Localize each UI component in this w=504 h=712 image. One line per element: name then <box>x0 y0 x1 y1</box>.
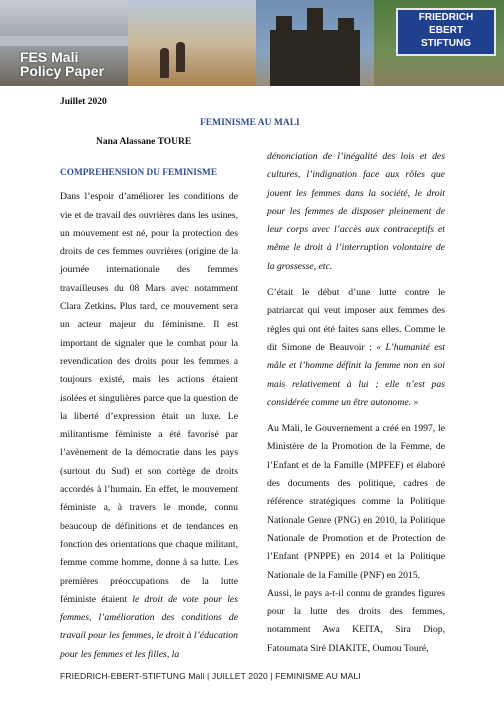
fes-logo-sign <box>396 8 496 56</box>
logo-line-2: EBERT <box>429 25 463 36</box>
body-paragraph <box>60 188 238 664</box>
italic-text: dénonciation de l’inégalité des lois et des cultures, l’indignation face aux rôles que jouent les femmes dans la société, le droit pour les femmes de disposer pleinement de leur corps avec l’accès aux contraceptifs et même le droit à l’interruption volontaire de la grossesse, etc. <box>267 151 445 272</box>
paragraph-text-continued: Plus tard, ce mouvement sera un acteur majeur du féminisme. Il est important de signaler que le combat pour la revendication des droits pour les femmes a toujours existé, mais les actions étaient isolées et singulières parce que la question de la liberté d’expression était un luxe. Le militantisme féministe a été favorisé par l’avènement de la démocratie dans les pays (surtout du Sud) et son cortège de droits accordés à l’humain. En effet, le mouvement féministe a, à travers le monde, connu beaucoup de définitions et de tendances en fonction des orientations que chaque militant, femme comme homme, donne à sa lutte. Les premières préoccupations de la lutte féministe étaient <box>60 301 238 605</box>
paragraph-period: . <box>113 301 117 313</box>
right-column <box>267 148 445 658</box>
paragraph-italic-list: le droit de vote pour les femmes, l’amélioration des conditions de travail pour les femmes, le droit à l’éducation pour les femmes et les filles, la <box>60 593 238 660</box>
brand-line-2: Policy Paper <box>20 63 105 79</box>
logo-line-3: STIFTUNG <box>421 38 471 49</box>
brand-line-1: FES Mali <box>20 49 79 65</box>
body-paragraph <box>267 284 445 412</box>
banner-photo-mosque <box>256 0 374 86</box>
section-heading: COMPREHENSION DU FEMINISME <box>60 168 218 178</box>
logo-line-1: FRIEDRICH <box>418 12 474 23</box>
mosque-tower <box>307 8 323 86</box>
beauvoir-quote: « L’humanité est mâle et l’homme définit la femme non en soi mais relativement à lui ; elle n’est pas considérée comme un être autonome. » <box>267 341 445 408</box>
banner-photo-fes-sign <box>374 0 504 86</box>
header-banner <box>0 0 504 86</box>
paragraph-text: Dans l’espoir d’améliorer les conditions de vie et de travail des ouvrières dans les usines, un mouvement est né, pour la protection des droits de ces femmes ouvrières (origine de la journée internationale des femmes travailleuses du 08 Mars avec notamment Clara Zetkins <box>60 191 238 313</box>
mosque-tower <box>338 18 354 86</box>
body-paragraph: Aussi, le pays a-t-il connu de grandes figures pour la lutte des droits des femmes, notamment Awa KEITA, Sira Diop, Fatoumata Siré DIAKITE, Oumou Touré, <box>267 587 445 654</box>
river-water <box>0 36 128 46</box>
left-column <box>60 164 238 664</box>
mosque-tower <box>276 16 292 86</box>
author-name: Nana Alassane TOURE <box>96 137 192 147</box>
banner-photo-walkers <box>128 0 256 86</box>
document-title: FEMINISME AU MALI <box>200 118 300 128</box>
walker-figure <box>176 42 185 72</box>
walker-figure <box>160 48 169 78</box>
brand-label <box>20 50 104 78</box>
italic-continuation <box>267 148 445 276</box>
publication-date: Juillet 2020 <box>60 97 107 107</box>
paragraph-text: C’était le début d’une lutte contre le patriarcat qui veut imposer aux femmes des règles qui ont été faites sans elles. Comme le dit Simone de Beauvoir : <box>267 287 445 353</box>
body-paragraph: Au Mali, le Gouvernement a créé en 1997, le Ministère de la Promotion de la Femme, de l’Enfant et de la Famille (MPFEF) et élaboré des documents des politique, cadres de référence stratégiques comme la Politique Nationale Genre (PNG) en 2010, la Politique Nationale de Promotion et de Protection de l’Enfant (PNPPE) en 2014 et la Politique Nationale de la Famille (PNF) en 2015. <box>267 423 445 581</box>
page-footer: FRIEDRICH-EBERT-STIFTUNG Mali | JUILLET 2020 | FEMINISME AU MALI <box>60 671 361 681</box>
